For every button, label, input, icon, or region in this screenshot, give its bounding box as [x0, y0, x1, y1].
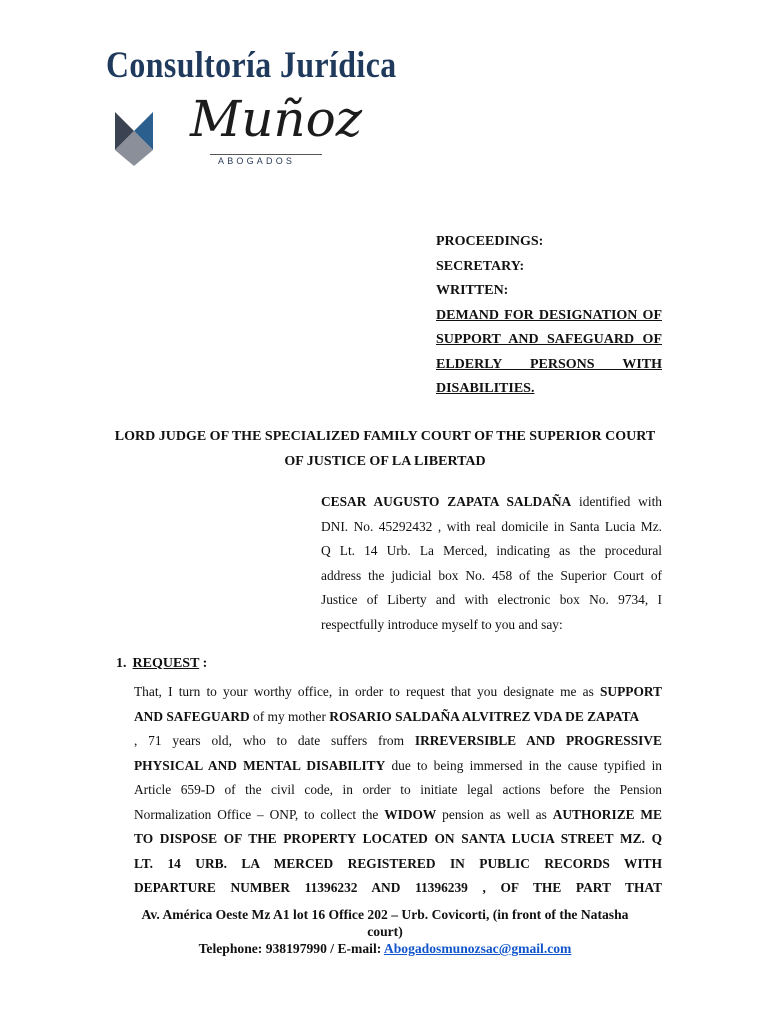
request-line: , 71 years old, who to date suffers from IRREVERSIBLE AND PROGRESSIVE	[134, 733, 662, 748]
addressee	[105, 424, 665, 474]
footer	[100, 906, 670, 957]
email-link[interactable]: Abogadosmunozsac@gmail.com	[383, 941, 572, 956]
request-line: AND SAFEGUARD of my mother ROSARIO SALDAÑA ALVITREZ VDA DE ZAPATA	[134, 708, 640, 724]
proceedings-block	[436, 230, 662, 402]
logo-mark-icon	[113, 112, 155, 168]
proceedings-label: PROCEEDINGS:	[436, 234, 544, 249]
written-label: WRITTEN:	[436, 283, 509, 298]
petitioner-name: CESAR AUGUSTO ZAPATA SALDAÑA	[321, 494, 572, 509]
logo-divider	[210, 154, 322, 155]
intro-line: address the judicial box No. 458 of the Superior Court of	[321, 567, 662, 583]
demand-title-line: SUPPORT AND SAFEGUARD OF	[436, 332, 662, 347]
request-paragraph	[134, 680, 662, 901]
request-line: Article 659-D of the civil code, in order to initiate legal actions before the Pension	[134, 782, 662, 797]
request-line: LT. 14 URB. LA MERCED REGISTERED IN PUBLIC RECORDS WITH	[134, 855, 662, 871]
logo-name: Muñoz	[190, 90, 363, 148]
demand-title-line: DEMAND FOR DESIGNATION OF	[436, 307, 662, 323]
footer-address: court)	[367, 924, 403, 939]
demand-title-line: ELDERLY PERSONS WITH	[436, 356, 662, 372]
request-line: That, I turn to your worthy office, in order to request that you designate me as SUPPORT	[134, 684, 662, 699]
intro-line: Justice of Liberty and with electronic box No. 9734, I	[321, 592, 662, 607]
request-line: Normalization Office – ONP, to collect the WIDOW pension as well as AUTHORIZE ME	[134, 806, 662, 822]
addressee-line: LORD JUDGE OF THE SPECIALIZED FAMILY COURT OF THE SUPERIOR COURT	[114, 429, 656, 444]
intro-line: DNI. No. 45292432 , with real domicile in Santa Lucia Mz.	[321, 518, 662, 534]
section-label: REQUEST	[132, 656, 200, 671]
logo-subtitle: ABOGADOS	[218, 156, 296, 166]
intro-line: Q Lt. 14 Urb. La Merced, indicating as the procedural	[321, 543, 662, 558]
addressee-line: OF JUSTICE OF LA LIBERTAD	[284, 454, 486, 469]
demand-title-line: DISABILITIES.	[436, 381, 535, 396]
footer-contact: Telephone: 938197990 / E-mail: Abogadosmunozsac@gmail.com	[198, 941, 572, 956]
request-line: PHYSICAL AND MENTAL DISABILITY due to being immersed in the cause typified in	[134, 757, 663, 773]
brand-title: Consultoría Jurídica	[106, 45, 397, 86]
request-line: DEPARTURE NUMBER 11396232 AND 11396239 , OF THE PART THAT	[134, 880, 662, 895]
intro-line: respectfully introduce myself to you and say:	[321, 616, 563, 632]
section-number: 1.	[116, 656, 127, 671]
footer-address: Av. América Oeste Mz A1 lot 16 Office 202 – Urb. Covicorti, (in front of the Natasha	[141, 907, 629, 922]
intro-paragraph	[321, 490, 662, 637]
secretary-label: SECRETARY:	[436, 258, 525, 274]
section-heading-request: 1. REQUEST :	[116, 656, 208, 671]
intro-line: CESAR AUGUSTO ZAPATA SALDAÑA identified with	[321, 494, 662, 509]
request-line: TO DISPOSE OF THE PROPERTY LOCATED ON SANTA LUCIA STREET MZ. Q	[134, 831, 662, 846]
